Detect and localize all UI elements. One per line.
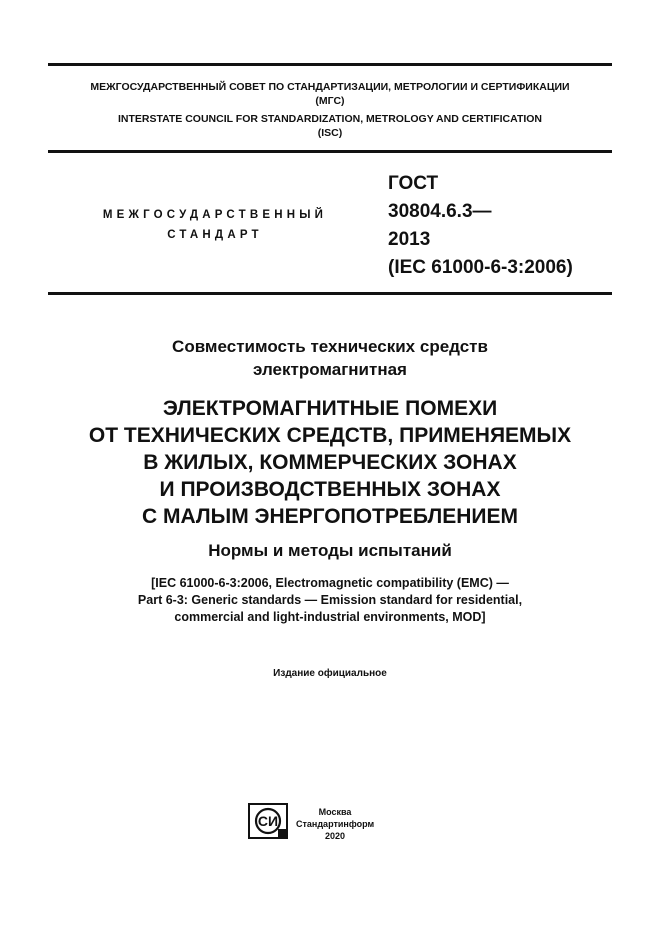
publisher-name: Стандартинформ (296, 819, 375, 829)
general-title-line1: Совместимость технических средств (172, 337, 488, 356)
designation-line3: 2013 (388, 229, 431, 250)
iec-reference (48, 575, 612, 626)
main-title (48, 395, 612, 530)
top-divider (48, 63, 612, 66)
standartinform-logo-icon (248, 803, 288, 839)
general-title-line2: электромагнитная (253, 360, 407, 379)
council-name-en-line1: INTERSTATE COUNCIL FOR STANDARDIZATION, METROLOGY AND CERTIFICATION (117, 113, 543, 125)
iec-reference-line2: Part 6-3: Generic standards — Emission standard for residential, (137, 593, 523, 607)
title-divider (48, 292, 612, 295)
main-title-line: И ПРОИЗВОДСТВЕННЫХ ЗОНАХ (159, 478, 501, 501)
iec-reference-line1: [IEC 61000-6-3:2006, Electromagnetic compatibility (EMC) — (151, 576, 509, 590)
designation-line2: 30804.6.3— (388, 201, 492, 222)
designation-line1: ГОСТ (388, 173, 439, 194)
edition-label: Издание официальное (273, 668, 387, 679)
general-title (48, 335, 612, 381)
iec-reference-line3: commercial and light-industrial environments, MOD] (174, 610, 486, 624)
council-abbr-en: (ISC) (317, 127, 343, 139)
council-name-ru (48, 80, 612, 108)
standard-type-line1: МЕЖГОСУДАРСТВЕННЫЙ (102, 209, 328, 221)
council-name-en (48, 112, 612, 140)
publication-year: 2020 (324, 831, 346, 841)
subtitle: Нормы и методы испытаний (208, 541, 452, 560)
svg-text:СИ: СИ (257, 813, 279, 829)
standard-type-line2: СТАНДАРТ (167, 229, 263, 241)
main-title-line: С МАЛЫМ ЭНЕРГОПОТРЕБЛЕНИЕМ (142, 505, 518, 528)
standard-designation (388, 170, 573, 282)
main-title-line: ЭЛЕКТРОМАГНИТНЫЕ ПОМЕХИ (162, 397, 498, 420)
header-divider (48, 150, 612, 153)
main-title-line: ОТ ТЕХНИЧЕСКИХ СРЕДСТВ, ПРИМЕНЯЕМЫХ (88, 424, 572, 447)
council-name-ru-line1: МЕЖГОСУДАРСТВЕННЫЙ СОВЕТ ПО СТАНДАРТИЗАЦИИ, МЕТРОЛОГИИ И СЕРТИФИКАЦИИ (90, 81, 570, 93)
publisher-city: Москва (318, 807, 352, 817)
main-title-line: В ЖИЛЫХ, КОММЕРЧЕСКИХ ЗОНАХ (143, 451, 517, 474)
publisher-info (296, 806, 374, 842)
council-abbr-ru: (МГС) (315, 95, 345, 107)
designation-line4: (IEC 61000-6-3:2006) (388, 257, 573, 278)
